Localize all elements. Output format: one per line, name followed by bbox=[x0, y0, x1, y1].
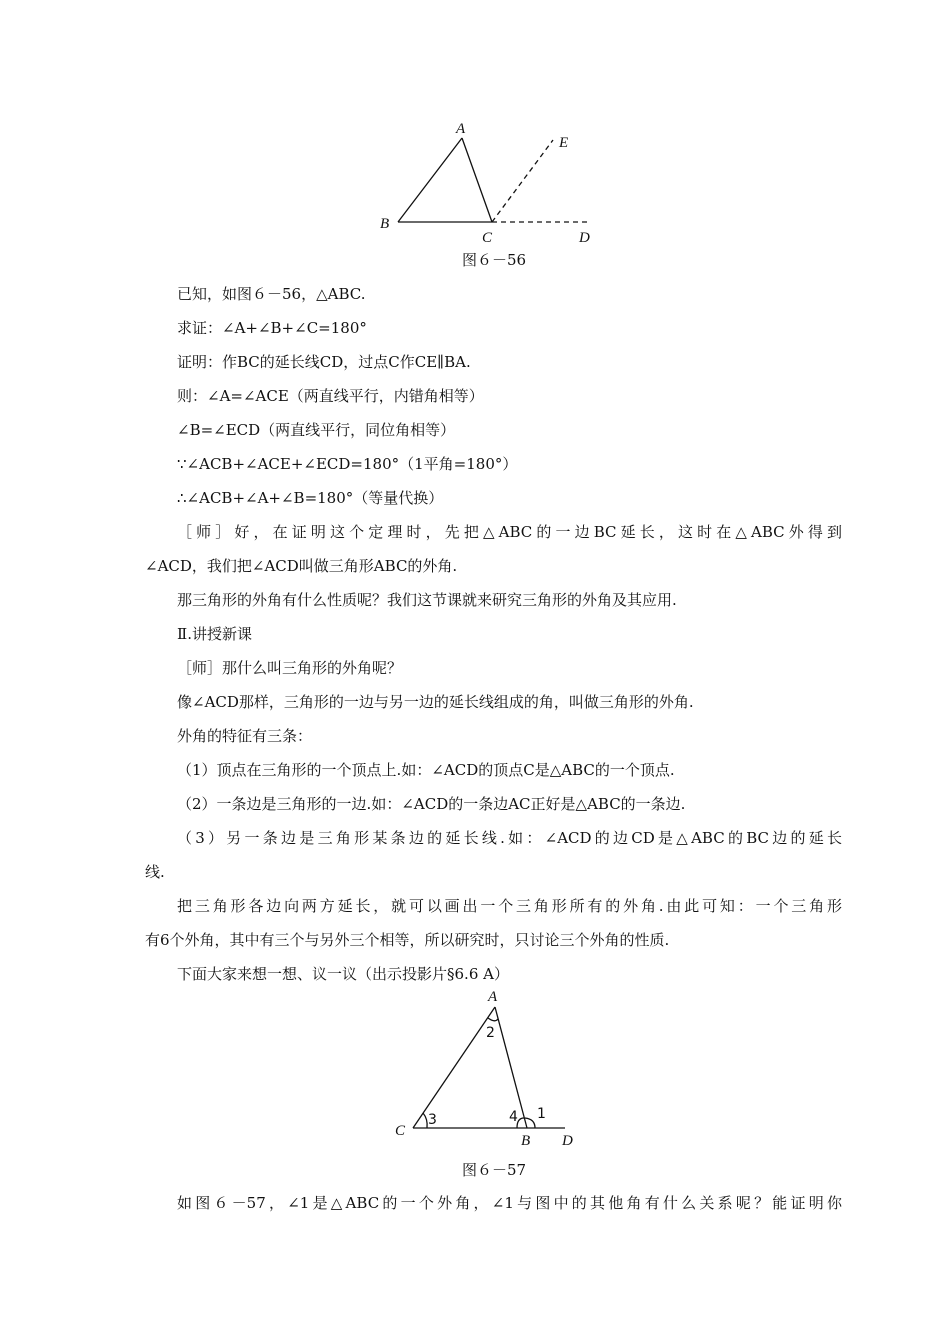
question-line: 那三角形的外角有什么性质呢？我们这节课就来研究三角形的外角及其应用. bbox=[177, 591, 677, 609]
angle-label-3: 3 bbox=[428, 1112, 437, 1128]
teacher-remark-2: ［师］那什么叫三角形的外角呢？ bbox=[177, 659, 403, 677]
proof-step-3: ∵∠ACB+∠ACE+∠ECD=180°（1平角=180°） bbox=[177, 455, 518, 473]
teacher-remark-1: ［师］好，在证明这个定理时，先把△ABC的一边BC延长，这时在△ABC外得到 bbox=[177, 523, 842, 541]
caption-fig-6-56: 图６－56 bbox=[462, 251, 527, 269]
label-c: C bbox=[482, 230, 493, 246]
label-c: C bbox=[395, 1123, 406, 1139]
proof-line: 证明：作BC的延长线CD，过点C作CE∥BA. bbox=[177, 353, 471, 371]
proof-step-1: 则：∠A=∠ACE（两直线平行，内错角相等） bbox=[177, 387, 484, 405]
label-a: A bbox=[488, 989, 498, 1005]
figure-6-57 bbox=[385, 985, 585, 1155]
label-d: D bbox=[562, 1133, 573, 1149]
feature-1: （1）顶点在三角形的一个顶点上.如：∠ACD的顶点C是△ABC的一个顶点. bbox=[177, 761, 675, 779]
angle-arc-4 bbox=[517, 1118, 524, 1128]
intro-line: 下面大家来想一想、议一议（出示投影片§6.6 A） bbox=[177, 965, 509, 983]
label-b: B bbox=[521, 1133, 531, 1149]
proof-step-2: ∠B=∠ECD（两直线平行，同位角相等） bbox=[177, 421, 456, 439]
paragraph-exterior-angles-cont: 有6个外角，其中有三个与另外三个相等，所以研究时，只讨论三个外角的性质. bbox=[145, 931, 670, 949]
definition-line: 像∠ACD那样，三角形的一边与另一边的延长线组成的角，叫做三角形的外角. bbox=[177, 693, 694, 711]
label-e: E bbox=[559, 135, 569, 151]
segment-ca bbox=[413, 1007, 495, 1128]
angle-arc-2 bbox=[488, 1018, 498, 1021]
feature-3: （3）另一条边是三角形某条边的延长线.如：∠ACD的边CD是△ABC的BC边的延长 bbox=[177, 829, 842, 847]
paragraph-exterior-angles: 把三角形各边向两方延长，就可以画出一个三角形所有的外角.由此可知：一个三角形 bbox=[177, 897, 842, 915]
feature-3-cont: 线. bbox=[145, 863, 165, 881]
ray-ce-dashed bbox=[492, 140, 553, 222]
section-heading: Ⅱ.讲授新课 bbox=[177, 625, 252, 643]
label-a: A bbox=[456, 121, 466, 137]
angle-label-2: 2 bbox=[486, 1025, 495, 1041]
teacher-remark-1-cont: ∠ACD，我们把∠ACD叫做三角形ABC的外角. bbox=[145, 557, 458, 575]
question-fig-6-57: 如图６－57，∠1是△ABC的一个外角，∠1与图中的其他角有什么关系呢？能证明你 bbox=[177, 1194, 842, 1212]
label-b: B bbox=[380, 216, 390, 232]
proof-step-4: ∴∠ACB+∠A+∠B=180°（等量代换） bbox=[177, 489, 444, 507]
caption-fig-6-57: 图６－57 bbox=[462, 1161, 527, 1179]
segment-ab bbox=[398, 138, 462, 222]
angle-label-4: 4 bbox=[509, 1109, 518, 1125]
given-line: 已知，如图６－56，△ABC. bbox=[177, 285, 366, 303]
feature-2: （2）一条边是三角形的一边.如：∠ACD的一条边AC正好是△ABC的一条边. bbox=[177, 795, 686, 813]
angle-arc-3 bbox=[423, 1113, 427, 1128]
features-heading: 外角的特征有三条： bbox=[177, 727, 313, 745]
segment-ac bbox=[462, 138, 492, 222]
prove-line: 求证：∠A+∠B+∠C=180° bbox=[177, 319, 367, 337]
label-d: D bbox=[579, 230, 590, 246]
angle-label-1: 1 bbox=[537, 1106, 546, 1122]
figure-6-56 bbox=[370, 115, 610, 250]
